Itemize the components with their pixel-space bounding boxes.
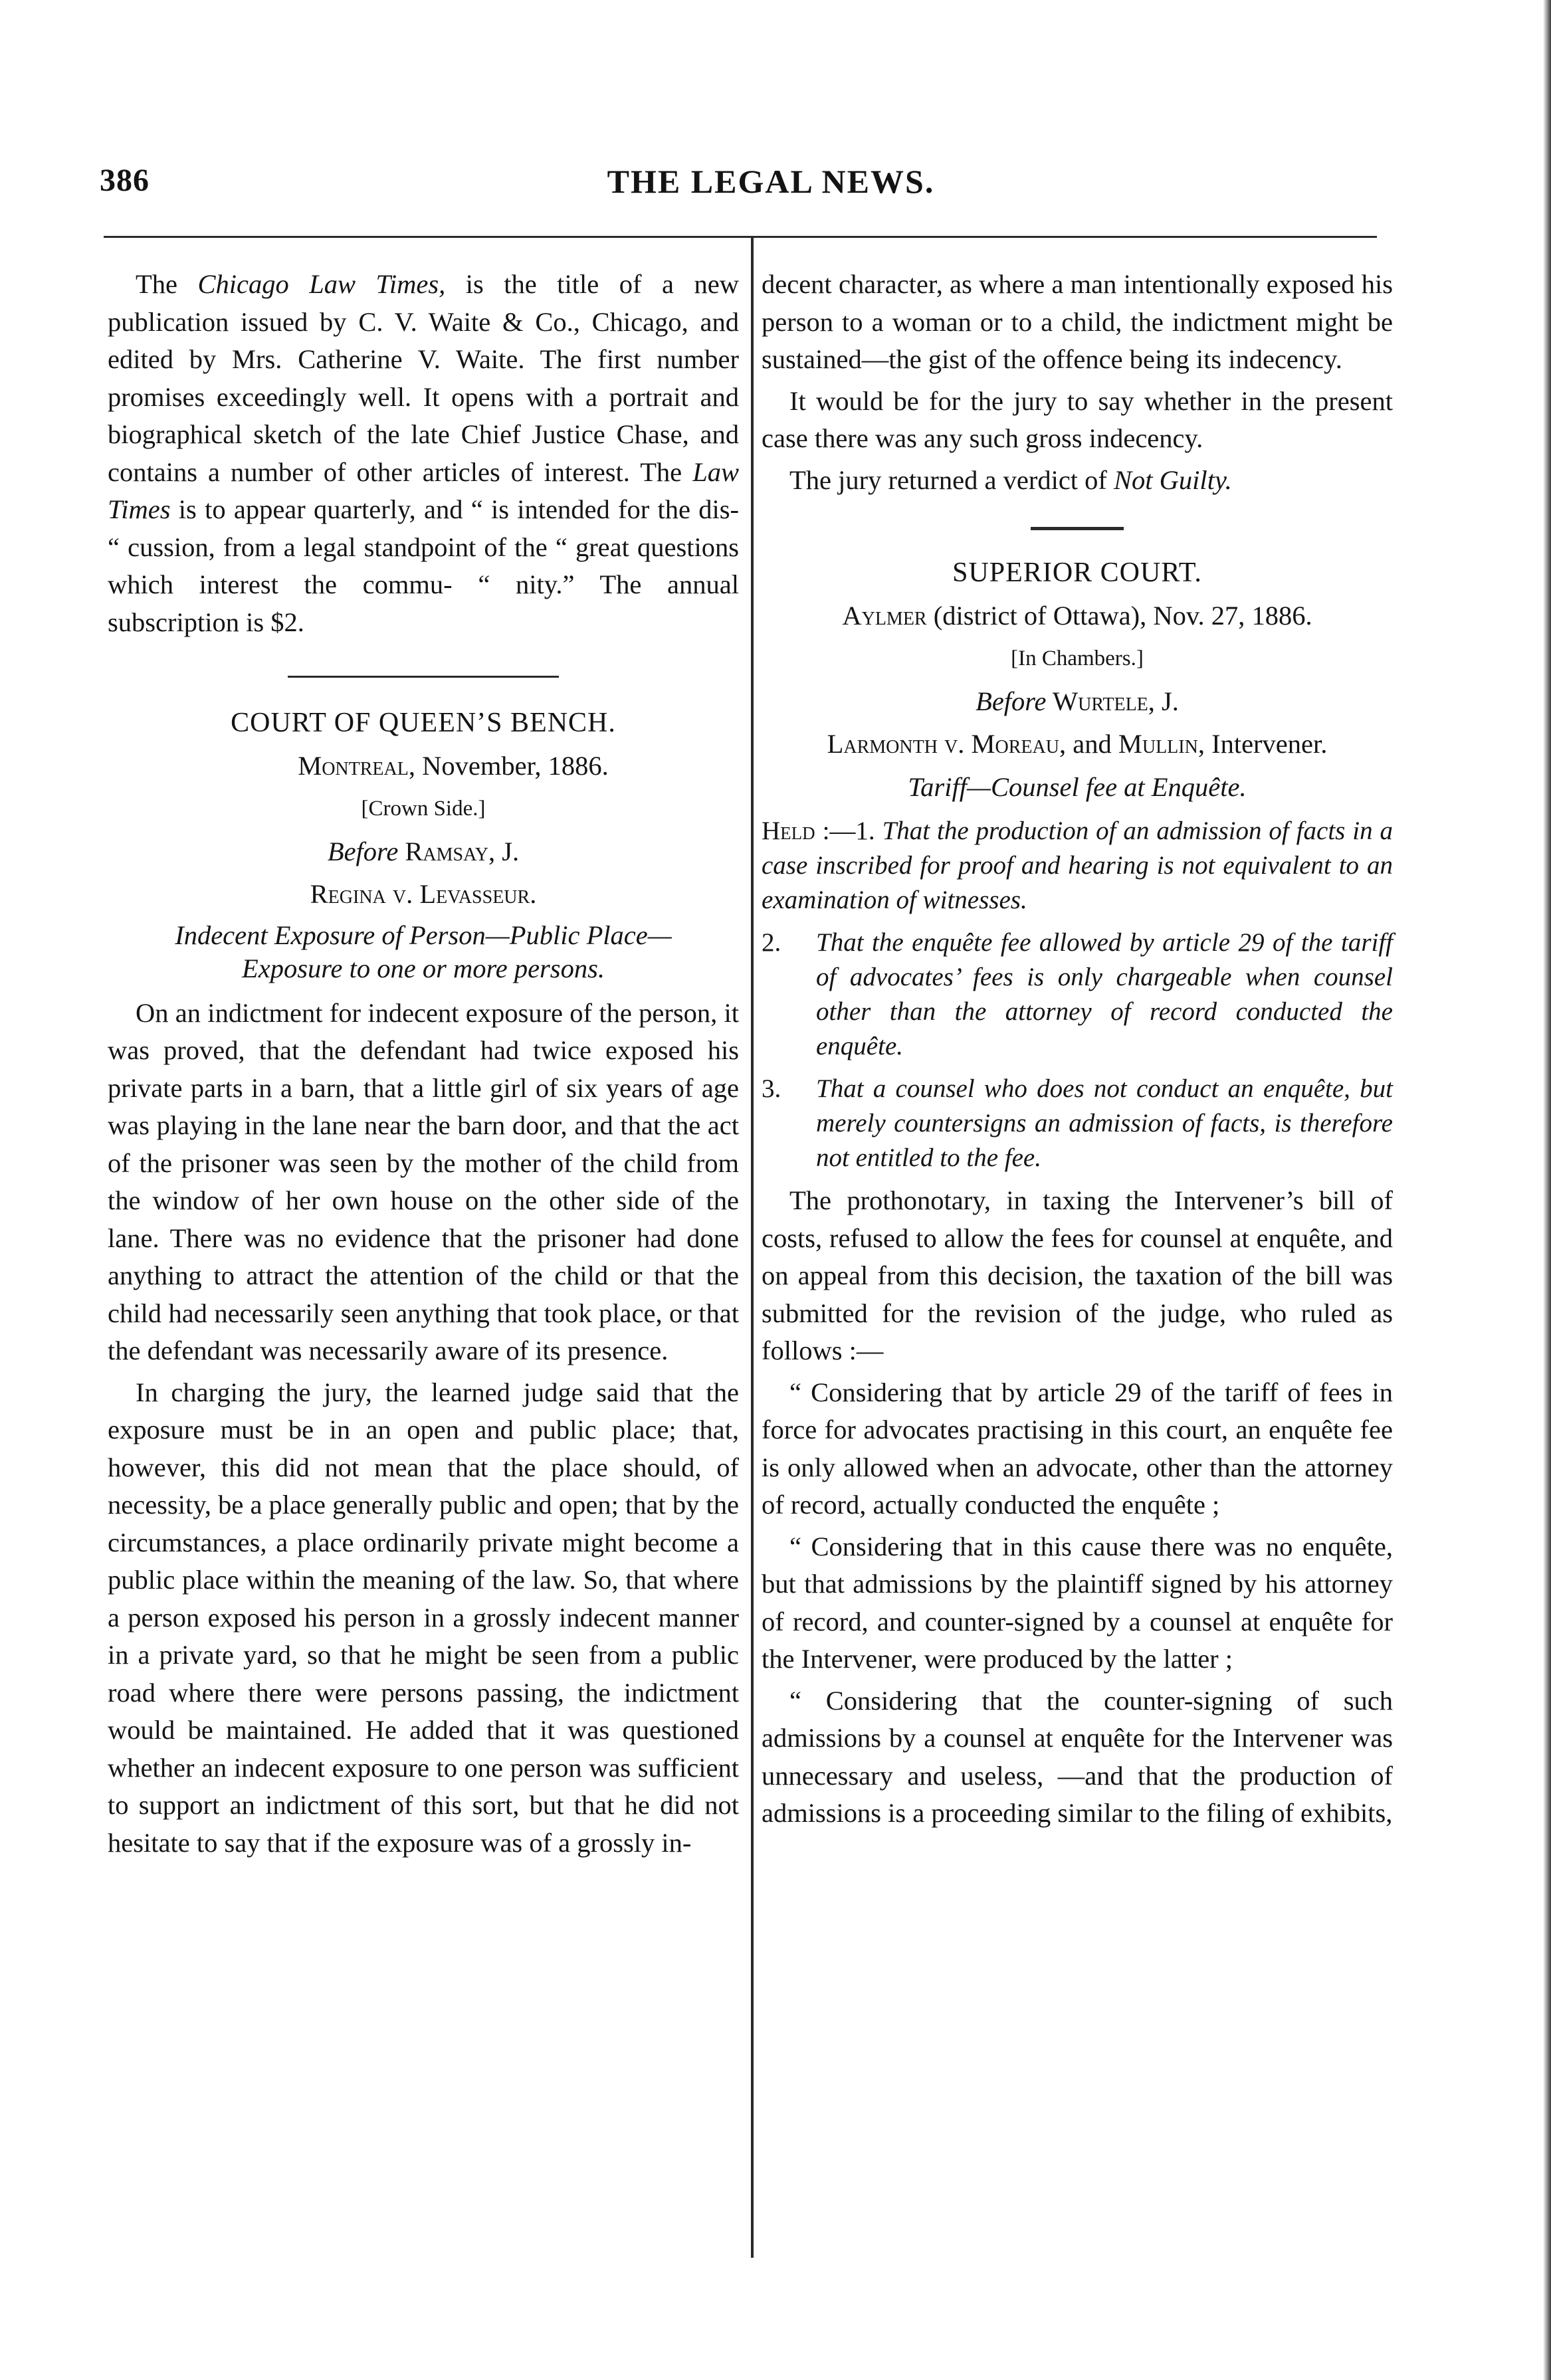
case-name: Larmonth v. Moreau, and Mullin, Intervener. [827,729,1328,759]
running-title: THE LEGAL NEWS. [607,163,935,200]
judge-line: Before Ramsay, J. [327,836,520,866]
considering-paragraph-3: “ Considering that the counter-signing of such admissions by a counsel at enquête for the Intervener was unnecessary and useless, —and that the production of admissions is a proceeding similar to the filing of exhibits, [762,1685,1393,1828]
continuation-paragraph: decent character, as where a man intentionally exposed his person to a woman or to a child, the indictment might be sustained—the gist of the offence being its indecency. [762,269,1393,374]
right-column [762,266,1393,1836]
held-2: 2. That the enquête fee allowed by article 29 of the tariff of advocates’ fees is only chargeable when counsel other than the attorney of record conducted the enquête. [762,928,1393,1060]
charge-paragraph: In charging the jury, the learned judge said that the exposure must be in an open and public place; that, however, this did not mean that the place should, of necessity, be a place generally public and open; that by the circumstances, a place ordinarily private might become a public place within the meaning of the law. So, that where a person exposed his person in a grossly indecent manner in a private yard, so that he might be seen from a public road where there were persons passing, the indictment would be maintained. He added that it was questioned whether an indecent exposure to one person was sufficient to support an indictment of this sort, but that he did not hesitate to say that if the exposure was of a grossly in- [108,1377,739,1858]
considering-paragraph-2: “ Considering that in this cause there was no enquête, but that admissions by the plaintiff signed by his attorney of record, and counter-signed by a counsel at enquête for the Intervener, were produced by the latter ; [762,1531,1393,1674]
headnote: Indecent Exposure of Person—Public Place— Exposure to one or more persons. [175,920,672,983]
page-edge-shadow [1543,0,1551,2380]
prothonotary-paragraph: The prothonotary, in taxing the Intervener’s bill of costs, refused to allow the fees for counsel at enquête, and on appeal from this decision, the taxation of the bill was submitted for the revision of the judge, who ruled as follows :— [762,1185,1393,1365]
jury-paragraph: It would be for the jury to say whether in the present case there was any such gross indecency. [762,385,1393,453]
chambers-note: [In Chambers.] [1011,646,1144,670]
held-1: Held :—1. That the production of an admission of facts in a case inscribed for proof and hearing is not equivalent to an examination of witnesses. [762,817,1393,914]
court-place-date: Aylmer (district of Ottawa), Nov. 27, 1886. [842,600,1312,631]
court-side: [Crown Side.] [361,797,486,821]
judge-line: Before Wurtele, J. [976,686,1179,716]
court-place-date: Montreal, November, 1886. [298,750,609,781]
considering-paragraph-1: “ Considering that by article 29 of the tariff of fees in force for advocates practising in this court, an enquête fee is only allowed when an advocate, other than the attorney of record, actually conducted the enquête ; [762,1377,1393,1520]
facts-paragraph: On an indictment for indecent exposure of the person, it was proved, that the defendant had twice exposed his private parts in a barn, that a little girl of six years of age was playing in the lane near the barn door, and that the act of the prisoner was seen by the mother of the child from the window of her own house on the other side of the lane. There was no evidence that the prisoner had done anything to attract the attention of the child or that the child had necessarily seen anything that took place, or that the defendant was necessarily aware of its presence. [108,997,739,1365]
left-column [108,266,739,1866]
section-separator [1031,527,1124,530]
notice-paragraph: The Chicago Law Times, is the title of a new publication issued by C. V. Waite & Co., Chicago, and edited by Mrs. Catherine V. Waite. The first number promises exceedingly well. It opens with a portrait and biographical sketch of the late Chief Justice Chase, and contains a number of other articles of interest. The Law Times is to appear quarterly, and “ is intended for the dis- “ cussion, from a legal standpoint of the “ great questions which interest the commu- “ nity.” The annual subscription is $2. [108,269,739,637]
page-number: 386 [100,163,150,198]
tariff-headnote: Tariff—Counsel fee at Enquête. [908,771,1247,802]
court-title: COURT OF QUEEN’S BENCH. [231,708,616,738]
header-rule [104,236,1377,238]
column-divider [751,238,754,2258]
court-title: SUPERIOR COURT. [952,557,1202,588]
section-separator [288,676,559,678]
case-name: Regina v. Levasseur. [310,879,537,909]
held-3: 3. That a counsel who does not conduct an enquête, but merely countersigns an admission of facts, is therefore not entitled to the fee. [762,1074,1393,1172]
verdict-paragraph: The jury returned a verdict of Not Guilty. [789,464,1232,495]
